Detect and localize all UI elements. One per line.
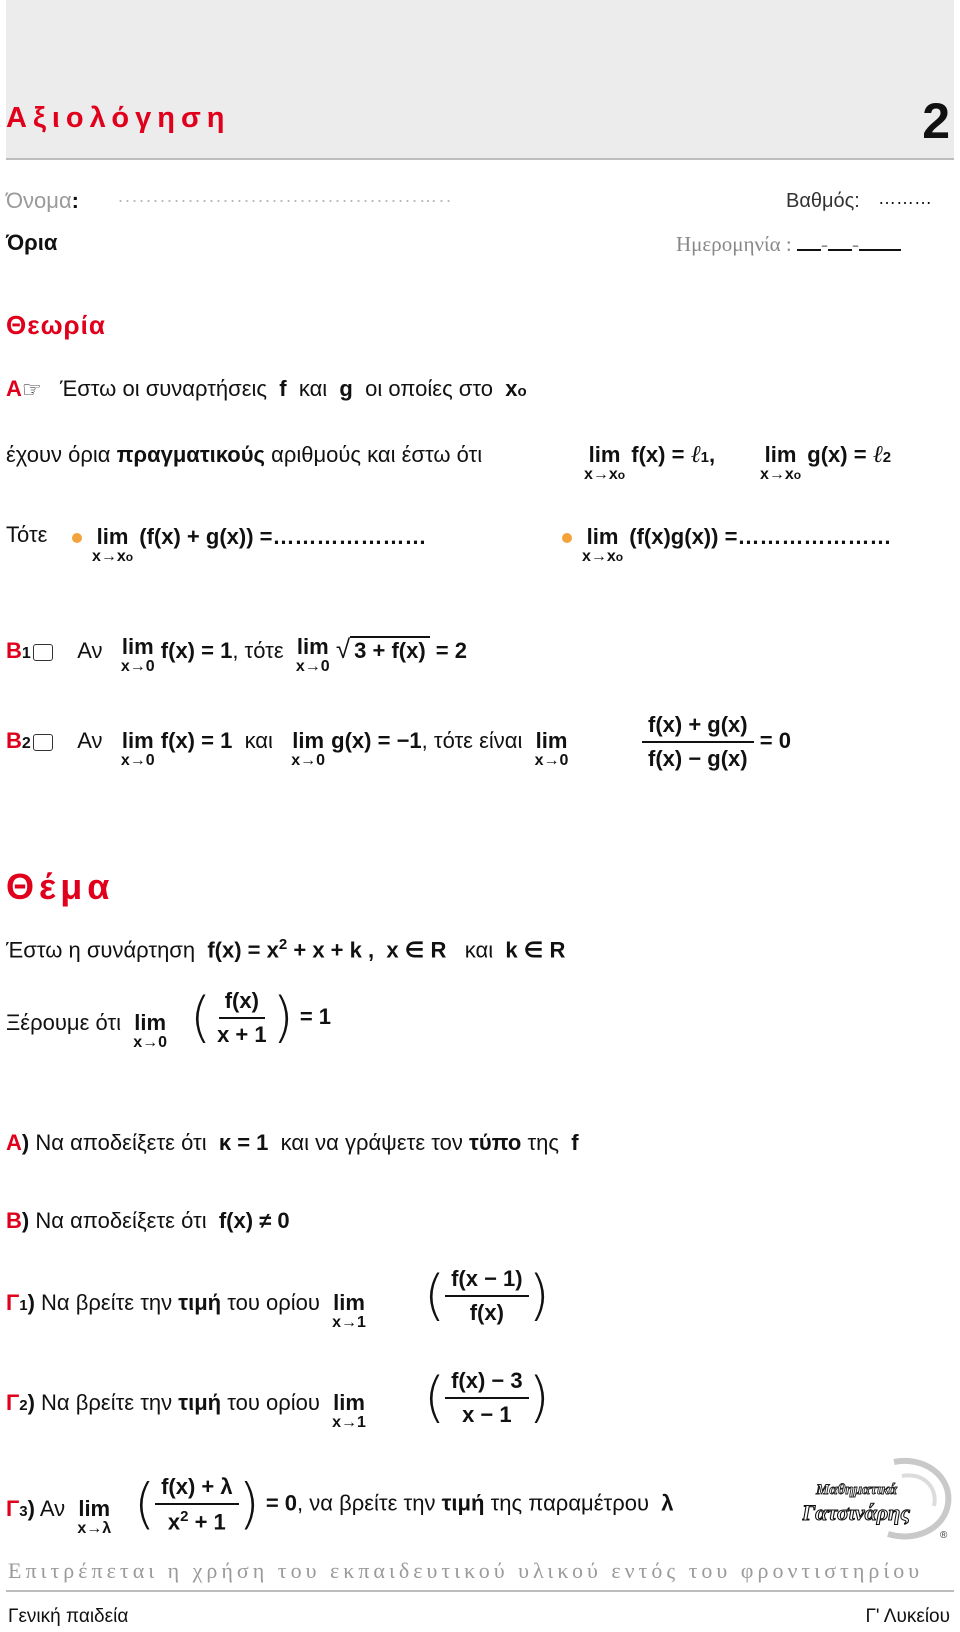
worksheet-number: 2 bbox=[922, 93, 950, 149]
registered-mark: ® bbox=[940, 1530, 948, 1541]
footer-divider bbox=[6, 1590, 954, 1592]
grade-field[interactable]: ……… bbox=[878, 188, 932, 208]
question-a: Α) Να αποδείξετε ότι κ = 1 και να γράψετε τον τύπο της f bbox=[6, 1130, 579, 1155]
theory-a-limit-g: lim x→xo g(x) = ℓ2 bbox=[760, 442, 892, 483]
usage-notice: Επιτρέπεται η χρήση του εκπαιδευτικού υλικού εντός του φροντιστηρίου bbox=[8, 1558, 924, 1583]
theory-b2-fraction: $\frac{f(x) + g(x)}{f(x) - g(x)}$ = 0 bbox=[642, 712, 791, 772]
theory-a-product-limit: lim x→xo (f(x)g(x)) =………………… bbox=[562, 524, 891, 566]
topic-title: Όρια bbox=[6, 230, 58, 255]
theory-b1: Β1 Αν lim x→0 f(x) = 1, τότε lim x→0 √ 3 + f(x) = 2 bbox=[6, 634, 467, 675]
footer-grade: Γ' Λυκείου bbox=[865, 1606, 950, 1627]
question-b: Β) Να αποδείξετε ότι f(x) ≠ 0 bbox=[6, 1208, 290, 1233]
theory-a-line2: έχουν όρια πραγματικούς αριθμούς και έστω ότι bbox=[6, 442, 483, 467]
theme-known-limit: Ξέρουμε ότι lim x→0 bbox=[6, 1010, 168, 1051]
header-band bbox=[6, 0, 954, 160]
theme-title: Θέμα bbox=[6, 866, 115, 907]
question-g1-fraction: ( $\frac{f(x - 1)}{f(x)}$ ) bbox=[424, 1264, 550, 1327]
theory-title: Θεωρία bbox=[6, 310, 106, 340]
theory-b2: Β2 Αν lim x→0 f(x) = 1 και lim x→0 g(x) = −1, τότε είναι lim x→0 bbox=[6, 728, 569, 769]
date-field[interactable]: Ημερομηνία : - - bbox=[676, 232, 901, 257]
bullet-icon bbox=[72, 533, 82, 543]
theme-known-fraction: ( $\frac{f(x)}{x + 1}$ ) = 1 bbox=[190, 986, 332, 1049]
pointing-hand-icon: ☞ bbox=[21, 377, 42, 403]
question-g2-fraction: ( $\frac{f(x) - 3}{x - 1}$ ) bbox=[424, 1366, 550, 1429]
question-g1: Γ1) Να βρείτε την τιμή του ορίου lim x→1 bbox=[6, 1290, 366, 1331]
question-g2: Γ2) Να βρείτε την τιμή του ορίου lim x→1 bbox=[6, 1390, 366, 1431]
grade-label: Βαθμός: bbox=[786, 190, 860, 212]
footer-course: Γενική παιδεία bbox=[8, 1606, 129, 1627]
true-false-checkbox[interactable] bbox=[33, 644, 53, 661]
name-label: Όνομα: bbox=[6, 188, 79, 213]
theory-a-limit-f: lim x→xo f(x) = ℓ1, bbox=[584, 442, 716, 483]
question-g3-fraction: ( $\frac{f(x) + \lambda}{x^2 + 1}$ ) = 0, να βρείτε την τιμή της παραμέτρου λ bbox=[134, 1472, 674, 1536]
question-g3: Γ3) Αν lim x→λ bbox=[6, 1496, 112, 1537]
theory-a-sum-limit: lim x→xo (f(x) + g(x)) =………………… bbox=[72, 524, 427, 566]
publisher-logo bbox=[802, 1452, 952, 1544]
theory-a-line1: Α☞ Έστω οι συναρτήσεις f και g οι οποίες στο xo bbox=[6, 376, 527, 403]
theme-definition: Έστω η συνάρτηση $f(x) = x^2 + x + k$ , x ∈ R και k ∈ R bbox=[6, 936, 566, 963]
logo-line2: Γατσινάρης bbox=[802, 1500, 911, 1525]
logo-swirl-icon bbox=[802, 1452, 952, 1544]
logo-line1: Μαθηματικά bbox=[816, 1482, 898, 1498]
theory-a-then-label: Τότε bbox=[6, 522, 48, 547]
true-false-checkbox[interactable] bbox=[33, 734, 53, 751]
page-title: Αξιολόγηση bbox=[6, 102, 231, 134]
bullet-icon bbox=[562, 533, 572, 543]
name-field[interactable]: ...........................................….. bbox=[118, 186, 454, 206]
